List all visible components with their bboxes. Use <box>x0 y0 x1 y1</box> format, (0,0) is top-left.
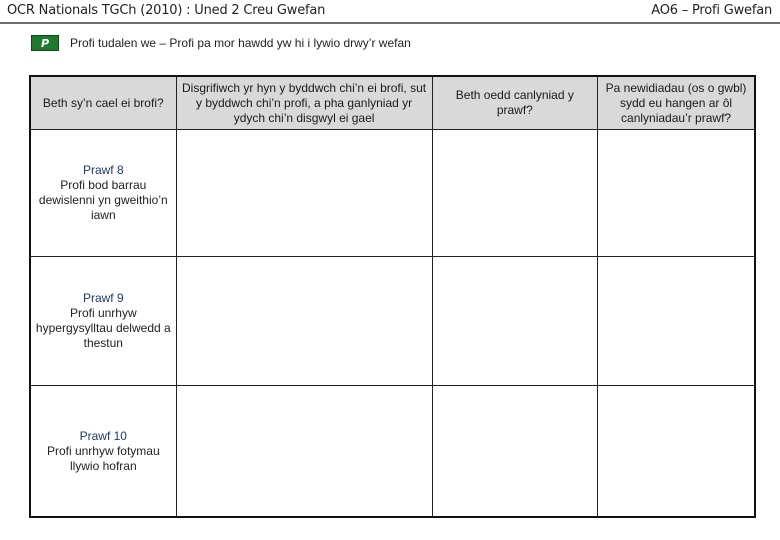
row-label-cell <box>30 386 176 518</box>
row-label-cell <box>30 257 176 386</box>
table-row <box>30 257 755 386</box>
test-description: Profi unrhyw hypergysylltau delwedd a thestun <box>35 306 171 350</box>
p-logo-icon <box>31 35 59 51</box>
test-title: Prawf 10 <box>79 428 127 443</box>
section-title: AO6 – Profi Gwefan <box>651 3 772 18</box>
test-title: Prawf 9 <box>82 291 124 305</box>
result-cell[interactable] <box>432 257 598 386</box>
subtitle: Profi tudalen we – Profi pa mor hawdd yw hi i lywio drwy’r wefan <box>70 36 411 50</box>
changes-cell[interactable] <box>598 386 755 518</box>
logo-letter: P <box>40 36 50 50</box>
test-title: Prawf 8 <box>82 163 124 177</box>
result-cell[interactable] <box>432 386 598 518</box>
col-header-changes: Pa newidiadau (os o gwbl) sydd eu hangen ar ôl canlyniadau’r prawf? <box>598 76 755 130</box>
col-header-what-tested: Beth sy’n cael ei brofi? <box>30 76 176 130</box>
table-row <box>30 386 755 518</box>
col-header-describe: Disgrifiwch yr hyn y byddwch chi’n ei brofi, sut y byddwch chi’n profi, a pha ganlyniad yr ydych chi’n disgwyl ei gael <box>176 76 432 130</box>
table-header-row <box>30 76 755 130</box>
row-label-cell <box>30 130 176 257</box>
changes-cell[interactable] <box>598 257 755 386</box>
test-description: Profi bod barrau dewislenni yn gweithio’n iawn <box>38 178 168 222</box>
changes-cell[interactable] <box>598 130 755 257</box>
header-bar <box>0 0 780 24</box>
test-table <box>29 75 756 518</box>
describe-cell[interactable] <box>176 386 432 518</box>
describe-cell[interactable] <box>176 130 432 257</box>
col-header-result: Beth oedd canlyniad y prawf? <box>432 76 598 130</box>
subheader <box>31 34 411 52</box>
result-cell[interactable] <box>432 130 598 257</box>
describe-cell[interactable] <box>176 257 432 386</box>
test-description: Profi unrhyw fotymau llywio hofran <box>46 443 160 473</box>
table-row <box>30 130 755 257</box>
course-title: OCR Nationals TGCh (2010) : Uned 2 Creu Gwefan <box>7 3 326 18</box>
